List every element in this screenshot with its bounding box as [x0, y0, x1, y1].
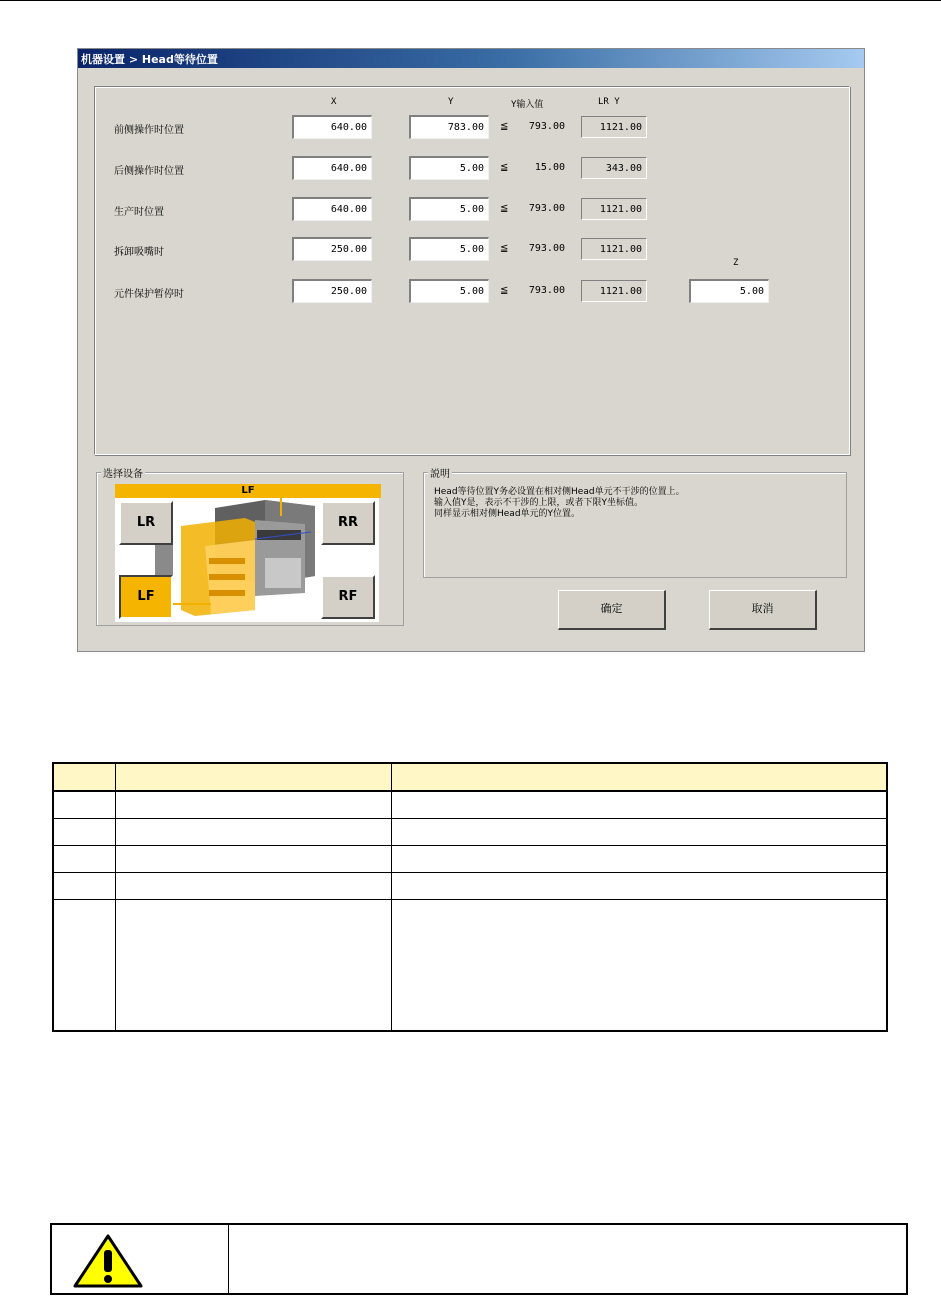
y-input-value-nozzle-removal: 793.00: [528, 243, 565, 254]
row-label-nozzle-removal: 拆卸吸嘴时: [114, 247, 164, 258]
approx-sign: ≦: [500, 243, 509, 254]
col-header-x: X: [331, 97, 337, 107]
row-label-component-protect: 元件保护暂停时: [114, 289, 184, 300]
table-header-row: [53, 763, 887, 791]
table-row: [53, 873, 887, 900]
col-header-y: Y: [448, 97, 454, 107]
y-input-value-component-protect: 793.00: [528, 285, 565, 296]
caution-divider: [228, 1225, 229, 1293]
y-input-nozzle-removal[interactable]: 5.00: [409, 237, 489, 261]
description-line: Head等待位置Y务必设置在相对侧Head单元不干涉的位置上。: [434, 487, 685, 497]
title-bar: [78, 49, 864, 68]
approx-sign: ≦: [500, 203, 509, 214]
description-line: 输入值Y是，表示不干涉的上限，或者下限Y坐标值。: [434, 498, 643, 508]
lr-y-rear-op: 343.00: [581, 157, 647, 179]
table-header-cell: [391, 763, 887, 791]
warning-triangle-icon: [72, 1233, 144, 1289]
z-input-component-protect[interactable]: 5.00: [689, 279, 769, 303]
lr-y-production: 1121.00: [581, 198, 647, 220]
approx-sign: ≦: [500, 121, 509, 132]
x-input-production[interactable]: 640.00: [292, 197, 372, 221]
y-input-component-protect[interactable]: 5.00: [409, 279, 489, 303]
table-header-cell: [115, 763, 391, 791]
device-button-lr[interactable]: LR: [119, 501, 173, 545]
col-header-lr-y: LR Y: [598, 97, 620, 107]
device-button-rr[interactable]: RR: [321, 501, 375, 545]
y-input-production[interactable]: 5.00: [409, 197, 489, 221]
table-row: [53, 819, 887, 846]
col-header-z: Z: [733, 258, 739, 268]
y-input-value-front-op: 793.00: [528, 121, 565, 132]
approx-sign: ≦: [500, 162, 509, 173]
device-button-lf[interactable]: LF: [119, 575, 173, 619]
device-select-title: 选择设备: [101, 465, 145, 480]
lr-y-nozzle-removal: 1121.00: [581, 238, 647, 260]
row-label-rear-op: 后侧操作时位置: [114, 166, 184, 177]
x-input-nozzle-removal[interactable]: 250.00: [292, 237, 372, 261]
table-row: [53, 791, 887, 819]
x-input-component-protect[interactable]: 250.00: [292, 279, 372, 303]
row-label-front-op: 前侧操作时位置: [114, 125, 184, 136]
description-line: 同样显示相对侧Head单元的Y位置。: [434, 509, 581, 519]
selected-device-banner: LF: [115, 484, 381, 498]
table-row: [53, 900, 887, 1032]
page-top-rule: [0, 0, 941, 1]
y-input-value-production: 793.00: [528, 203, 565, 214]
y-input-value-rear-op: 15.00: [534, 162, 565, 173]
device-button-rf[interactable]: RF: [321, 575, 375, 619]
x-input-front-op[interactable]: 640.00: [292, 115, 372, 139]
description-title: 説明: [428, 465, 452, 480]
y-input-rear-op[interactable]: 5.00: [409, 156, 489, 180]
y-input-front-op[interactable]: 783.00: [409, 115, 489, 139]
description-text: [434, 487, 685, 520]
lr-y-component-protect: 1121.00: [581, 280, 647, 302]
approx-sign: ≦: [500, 285, 509, 296]
col-header-y-input: Y输入值: [511, 100, 544, 110]
ok-button[interactable]: 确定: [558, 590, 666, 630]
row-label-production: 生产时位置: [114, 207, 164, 218]
table-header-cell: [53, 763, 115, 791]
description-group: [423, 469, 847, 578]
table-row: [53, 846, 887, 873]
caution-box: [50, 1223, 908, 1295]
position-settings-panel: [94, 86, 850, 455]
parameter-table: [52, 762, 888, 1032]
window-title: 机器设置 > Head等待位置: [81, 53, 218, 66]
x-input-rear-op[interactable]: 640.00: [292, 156, 372, 180]
lr-y-front-op: 1121.00: [581, 116, 647, 138]
head-wait-position-dialog: [77, 48, 865, 652]
device-select-group: [96, 469, 404, 626]
cancel-button[interactable]: 取消: [709, 590, 817, 630]
